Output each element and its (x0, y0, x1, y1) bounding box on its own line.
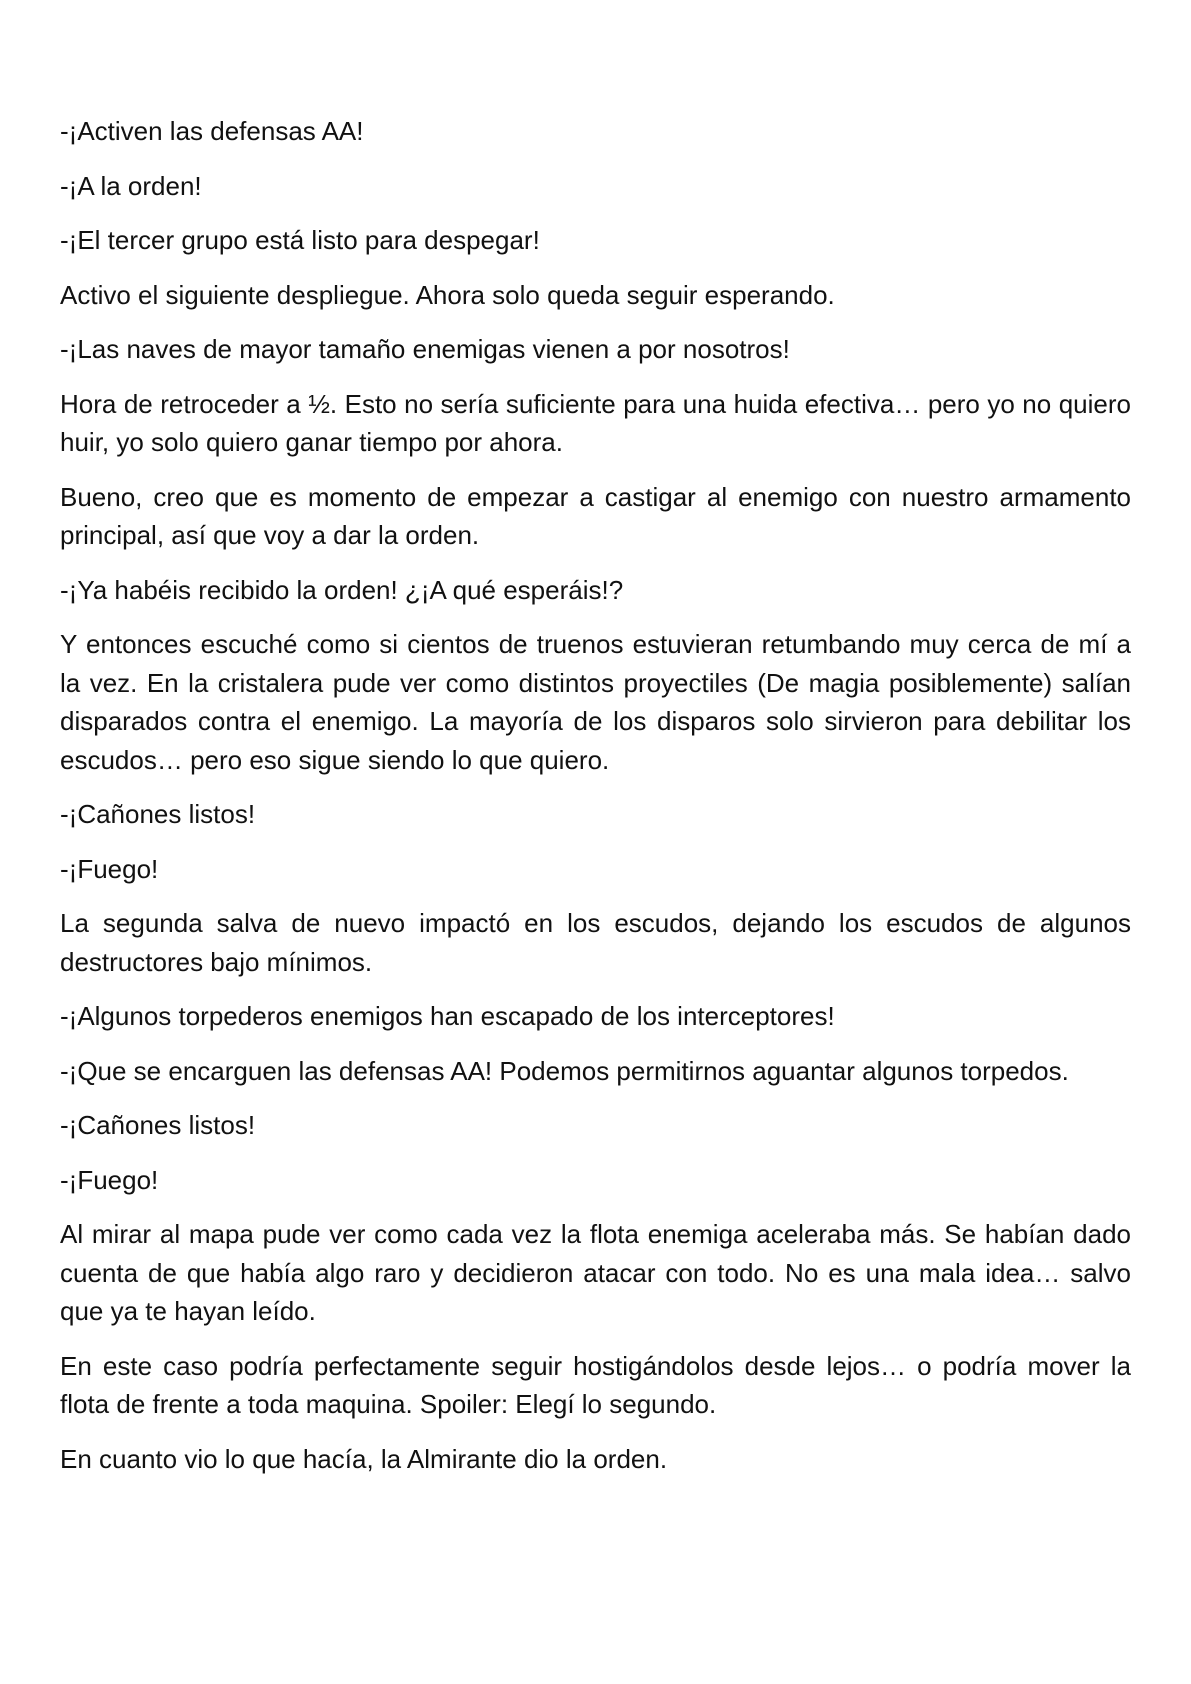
paragraph-17: Al mirar al mapa pude ver como cada vez la flota enemiga aceleraba más. Se habían dado cuenta de que había algo raro y decidieron atacar con todo. No es una mala idea… salvo que ya te hayan leído. (60, 1219, 1131, 1326)
paragraph-7: Bueno, creo que es momento de empezar a castigar al enemigo con nuestro armamento principal, así que voy a dar la orden. (60, 481, 1131, 550)
paragraph-9: Y entonces escuché como si cientos de truenos estuvieran retumbando muy cerca de mí a la vez. En la cristalera pude ver como distintos proyectiles (De magia posiblemente) salían disparados contra el enemigo. La mayoría de los disparos solo sirvieron para debilitar los escudos… pero eso sigue siendo lo que quiero. (60, 629, 1131, 775)
paragraph-15: -¡Cañones listos! (60, 1110, 256, 1140)
paragraph-11: -¡Fuego! (60, 853, 159, 884)
paragraph-2: -¡A la orden! (60, 170, 202, 201)
paragraph-5: -¡Las naves de mayor tamaño enemigas vienen a por nosotros! (60, 334, 790, 364)
document-page (60, 112, 1131, 1494)
paragraph-8: -¡Ya habéis recibido la orden! ¿¡A qué esperáis!? (60, 574, 624, 605)
paragraph-3: -¡El tercer grupo está listo para despegar! (60, 225, 540, 255)
paragraph-18: En este caso podría perfectamente seguir hostigándolos desde lejos… o podría mover la flota de frente a toda maquina. Spoiler: Elegí lo segundo. (60, 1350, 1131, 1419)
paragraph-16: -¡Fuego! (60, 1164, 159, 1195)
paragraph-12: La segunda salva de nuevo impactó en los escudos, dejando los escudos de algunos destructores bajo mínimos. (60, 908, 1131, 977)
paragraph-4: Activo el siguiente despliegue. Ahora solo queda seguir esperando. (60, 279, 835, 310)
paragraph-13: -¡Algunos torpederos enemigos han escapado de los interceptores! (60, 1001, 835, 1031)
paragraph-10: -¡Cañones listos! (60, 799, 256, 829)
paragraph-6: Hora de retroceder a ½. Esto no sería suficiente para una huida efectiva… pero yo no quiero huir, yo solo quiero ganar tiempo por ahora. (60, 388, 1131, 457)
paragraph-1: -¡Activen las defensas AA! (60, 116, 364, 146)
paragraph-14: -¡Que se encarguen las defensas AA! Podemos permitirnos aguantar algunos torpedos. (60, 1055, 1069, 1086)
paragraph-19: En cuanto vio lo que hacía, la Almirante dio la orden. (60, 1443, 668, 1474)
